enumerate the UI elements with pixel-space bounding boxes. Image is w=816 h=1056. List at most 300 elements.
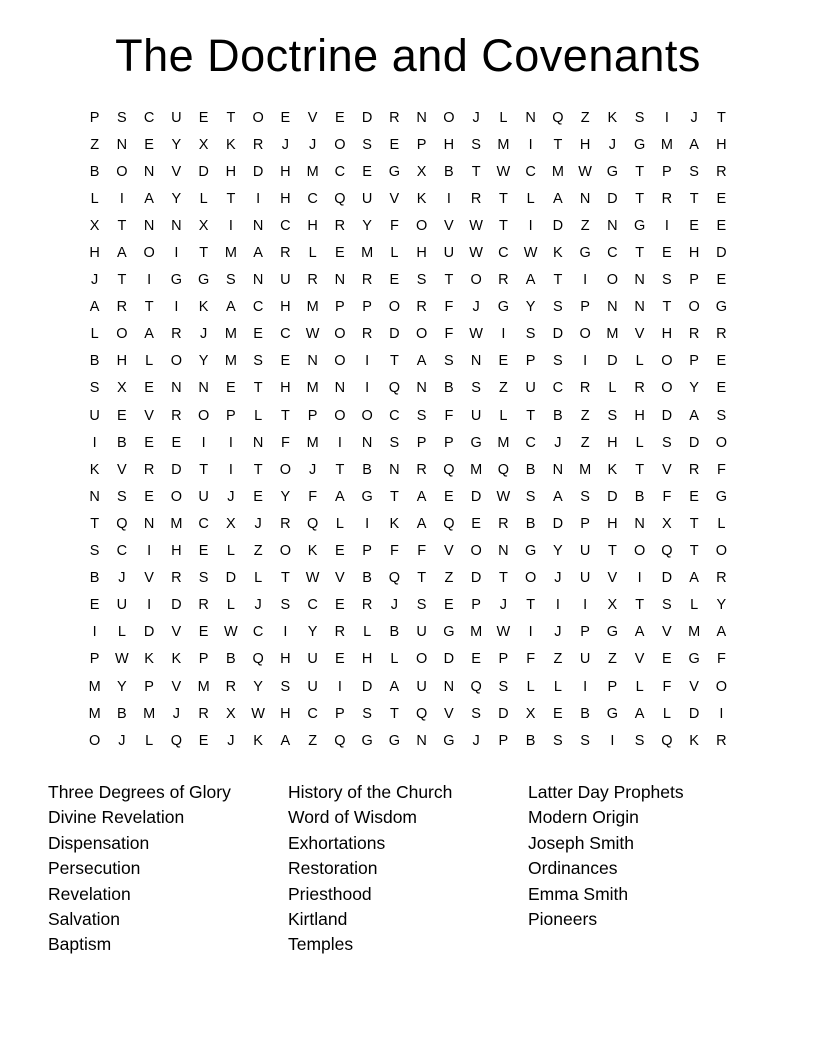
grid-letter: I (637, 570, 642, 587)
grid-letter: H (280, 651, 291, 668)
grid-letter: B (444, 380, 454, 397)
grid-letter: R (334, 624, 346, 641)
grid-letter: E (362, 163, 372, 180)
grid-letter: G (715, 299, 728, 316)
grid-letter: J (227, 488, 235, 505)
grid-letter: I (174, 299, 179, 316)
word-bank-item: Restoration (288, 858, 378, 879)
grid-letter: Q (306, 515, 319, 532)
grid-letter: D (688, 705, 700, 722)
grid-letter: J (309, 461, 317, 478)
grid-letter: Z (607, 651, 617, 668)
grid-letter: O (715, 678, 728, 695)
grid-letter: H (443, 136, 455, 153)
grid-letter: Y (307, 624, 318, 641)
grid-letter: E (253, 488, 263, 505)
grid-letter: H (688, 245, 700, 262)
word-bank-item: Latter Day Prophets (528, 782, 684, 802)
grid-letter: O (334, 353, 346, 370)
grid-letter: I (528, 136, 533, 153)
grid-letter: N (389, 461, 400, 478)
grid-letter: B (89, 163, 100, 180)
grid-letter: A (335, 488, 345, 505)
grid-letter: V (662, 624, 672, 641)
grid-letter: E (144, 488, 154, 505)
grid-letter: X (89, 217, 100, 234)
grid-letter: M (306, 380, 319, 397)
grid-letter: R (361, 597, 373, 614)
grid-letter: B (634, 488, 645, 505)
grid-letter: T (389, 705, 399, 722)
grid-letter: I (610, 732, 615, 749)
grid-letter: O (334, 407, 346, 424)
grid-letter: N (634, 299, 645, 316)
grid-letter: C (252, 624, 264, 641)
grid-letter: H (280, 705, 291, 722)
grid-letter: V (144, 407, 154, 424)
grid-letter: G (470, 434, 482, 451)
grid-letter: K (307, 543, 318, 560)
grid-letter: H (661, 326, 673, 343)
grid-letter: I (583, 353, 588, 370)
grid-letter: M (224, 245, 237, 262)
grid-letter: M (606, 326, 619, 343)
grid-letter: E (335, 651, 345, 668)
grid-letter: S (662, 434, 672, 451)
grid-letter: N (470, 353, 482, 370)
grid-letter: B (226, 651, 236, 668)
grid-letter: R (361, 326, 373, 343)
grid-letter: Y (280, 488, 291, 505)
grid-letter: Y (253, 678, 263, 695)
grid-letter: D (361, 109, 373, 126)
grid-letter: E (144, 136, 154, 153)
grid-letter: P (498, 651, 509, 668)
grid-letter: A (144, 190, 154, 207)
grid-letter: T (635, 163, 645, 180)
grid-letter: S (362, 705, 372, 722)
grid-letter: G (633, 217, 646, 234)
grid-letter: Q (415, 705, 428, 722)
grid-letter: V (444, 705, 454, 722)
grid-letter: O (170, 353, 183, 370)
grid-letter: I (147, 597, 152, 614)
grid-letter: H (280, 299, 291, 316)
grid-letter: E (144, 434, 154, 451)
grid-letter: M (470, 624, 483, 641)
grid-letter: N (552, 461, 564, 478)
grid-letter: V (117, 461, 127, 478)
grid-letter: H (225, 163, 237, 180)
grid-letter: R (116, 299, 128, 316)
grid-letter: R (307, 272, 318, 289)
grid-letter: Q (116, 515, 128, 532)
grid-letter: Y (716, 597, 727, 614)
grid-letter: J (172, 705, 180, 722)
grid-letter: P (471, 597, 481, 614)
word-bank-item: Temples (288, 934, 354, 955)
grid-letter: T (226, 190, 236, 207)
grid-letter: K (607, 109, 618, 126)
grid-letter: T (498, 190, 508, 207)
grid-letter: O (88, 732, 101, 749)
grid-letter: L (226, 543, 235, 560)
grid-letter: L (90, 326, 99, 343)
grid-letter: N (416, 380, 427, 397)
grid-letter: V (444, 543, 454, 560)
word-bank-item: Three Degrees of Glory (48, 782, 231, 802)
grid-letter: T (635, 461, 645, 478)
grid-letter: L (390, 245, 399, 262)
grid-letter: D (143, 624, 155, 641)
word-bank-item: Revelation (48, 883, 131, 904)
grid-letter: O (415, 217, 428, 234)
grid-letter: B (89, 570, 100, 587)
grid-letter: K (553, 245, 563, 262)
grid-letter: E (253, 326, 263, 343)
grid-letter: T (253, 461, 263, 478)
grid-letter: E (689, 217, 699, 234)
grid-letter: R (280, 245, 291, 262)
grid-letter: X (226, 515, 236, 532)
grid-letter: W (496, 163, 511, 180)
grid-letter: O (170, 488, 183, 505)
grid-letter: O (715, 543, 728, 560)
grid-letter: O (661, 353, 673, 370)
grid-letter: G (606, 624, 619, 641)
grid-letter: F (662, 678, 672, 695)
grid-letter: R (634, 380, 645, 397)
grid-letter: F (444, 326, 454, 343)
grid-letter: F (280, 434, 290, 451)
grid-letter: N (143, 163, 155, 180)
grid-letter: D (252, 163, 264, 180)
grid-letter: X (525, 705, 536, 722)
grid-letter: P (335, 705, 345, 722)
grid-letter: P (444, 434, 454, 451)
grid-letter: O (279, 461, 292, 478)
grid-letter: N (143, 217, 155, 234)
grid-letter: N (334, 380, 346, 397)
grid-letter: R (334, 217, 346, 234)
grid-letter: T (662, 299, 672, 316)
grid-letter: I (664, 217, 669, 234)
grid-letter: R (716, 732, 727, 749)
grid-letter: J (309, 136, 317, 153)
grid-letter: I (228, 434, 233, 451)
grid-letter: D (661, 407, 673, 424)
grid-letter: L (199, 190, 208, 207)
grid-letter: M (88, 678, 101, 695)
word-bank-column (528, 780, 768, 958)
grid-letter: I (555, 597, 560, 614)
grid-letter: P (362, 299, 372, 316)
grid-letter: O (633, 543, 646, 560)
grid-letter: G (361, 732, 373, 749)
grid-letter: Q (661, 732, 673, 749)
grid-letter: E (335, 245, 345, 262)
word-bank-item: Joseph Smith (528, 832, 635, 853)
grid-letter: X (416, 163, 427, 180)
grid-letter: C (334, 163, 346, 180)
grid-letter: O (334, 136, 346, 153)
grid-letter: U (416, 624, 427, 641)
grid-letter: C (143, 109, 155, 126)
grid-letter: X (607, 597, 618, 614)
grid-letter: E (716, 380, 727, 397)
grid-letter: I (719, 705, 724, 722)
grid-letter: O (361, 407, 373, 424)
grid-letter: L (635, 678, 644, 695)
grid-letter: T (471, 163, 481, 180)
grid-letter: A (117, 245, 127, 262)
grid-letter: H (116, 353, 128, 370)
grid-letter: L (499, 407, 508, 424)
grid-letter: B (89, 353, 100, 370)
grid-letter: K (253, 732, 263, 749)
grid-letter: E (198, 624, 209, 641)
grid-letter: M (224, 353, 237, 370)
grid-letter: A (689, 407, 699, 424)
grid-letter: S (716, 407, 727, 424)
grid-letter: B (117, 434, 127, 451)
grid-letter: L (226, 597, 235, 614)
grid-letter: I (365, 515, 370, 532)
grid-letter: E (198, 543, 209, 560)
grid-letter: Q (443, 515, 455, 532)
grid-letter: I (256, 190, 261, 207)
grid-letter: M (306, 434, 319, 451)
grid-letter: U (579, 570, 591, 587)
grid-letter: M (143, 705, 156, 722)
grid-letter: U (280, 272, 291, 289)
grid-letter: S (580, 732, 590, 749)
grid-letter: Y (525, 299, 536, 316)
grid-letter: X (117, 380, 127, 397)
grid-letter: Q (388, 380, 401, 397)
grid-letter: E (198, 732, 209, 749)
grid-letter: T (144, 299, 154, 316)
grid-letter: J (227, 732, 235, 749)
grid-letter: C (198, 515, 209, 532)
grid-letter: T (253, 380, 263, 397)
grid-letter: H (607, 434, 618, 451)
grid-letter: C (307, 190, 318, 207)
grid-letter: F (308, 488, 318, 505)
grid-letter: E (716, 190, 727, 207)
grid-letter: M (88, 705, 101, 722)
word-bank-item: Divine Revelation (48, 807, 185, 828)
grid-letter: P (689, 272, 699, 289)
grid-letter: H (307, 217, 318, 234)
grid-letter: O (279, 543, 292, 560)
grid-letter: C (552, 380, 564, 397)
grid-letter: U (579, 651, 591, 668)
grid-letter: N (252, 272, 264, 289)
grid-letter: E (335, 543, 345, 560)
grid-letter: A (716, 624, 727, 641)
grid-letter: A (416, 353, 427, 370)
grid-letter: O (388, 299, 401, 316)
grid-letter: J (254, 515, 262, 532)
grid-letter: S (89, 380, 100, 397)
grid-letter: J (390, 597, 398, 614)
grid-letter: R (688, 461, 700, 478)
grid-letter: I (283, 624, 288, 641)
grid-letter: M (361, 245, 374, 262)
grid-letter: J (472, 109, 480, 126)
grid-letter: S (280, 678, 291, 695)
grid-letter: G (197, 272, 210, 289)
grid-letter: H (171, 543, 182, 560)
grid-letter: S (607, 407, 618, 424)
grid-letter: W (523, 245, 538, 262)
grid-letter: M (688, 624, 701, 641)
grid-letter: B (525, 732, 536, 749)
grid-letter: S (89, 543, 100, 560)
grid-letter: C (116, 543, 128, 560)
grid-letter: H (280, 163, 291, 180)
grid-letter: I (337, 678, 342, 695)
grid-letter: T (335, 461, 345, 478)
grid-letter: L (254, 407, 263, 424)
grid-letter: K (89, 461, 100, 478)
grid-letter: N (607, 217, 618, 234)
grid-letter: D (498, 705, 509, 722)
grid-letter: G (497, 299, 510, 316)
grid-letter: T (553, 272, 563, 289)
grid-letter: I (664, 109, 669, 126)
grid-letter: D (171, 597, 182, 614)
grid-letter: Q (552, 109, 564, 126)
grid-letter: V (171, 163, 182, 180)
grid-letter: P (335, 299, 345, 316)
grid-letter: S (525, 488, 536, 505)
grid-letter: Z (580, 109, 590, 126)
grid-letter: S (553, 353, 563, 370)
grid-letter: B (580, 705, 590, 722)
grid-letter: W (115, 651, 129, 668)
grid-letter: J (91, 272, 99, 289)
grid-letter: P (607, 678, 618, 695)
word-bank-column (288, 780, 528, 958)
grid-letter: J (472, 299, 480, 316)
grid-letter: N (143, 515, 155, 532)
grid-letter: E (389, 272, 400, 289)
grid-letter: R (416, 461, 427, 478)
grid-letter: R (498, 272, 509, 289)
grid-letter: T (117, 272, 127, 289)
grid-letter: D (607, 353, 618, 370)
grid-letter: R (579, 380, 591, 397)
grid-letter: V (607, 570, 618, 587)
grid-letter: C (280, 326, 291, 343)
grid-letter: G (579, 245, 591, 262)
grid-letter: O (116, 163, 128, 180)
grid-letter: P (144, 678, 154, 695)
grid-letter: L (662, 705, 671, 722)
grid-letter: F (444, 299, 454, 316)
word-bank-item: Salvation (48, 909, 120, 930)
word-bank-item: Ordinances (528, 858, 618, 879)
grid-letter: P (498, 732, 509, 749)
grid-letter: N (634, 515, 645, 532)
grid-letter: J (281, 136, 289, 153)
grid-letter: N (334, 272, 346, 289)
grid-letter: S (280, 597, 291, 614)
grid-letter: J (499, 597, 507, 614)
grid-letter: I (583, 272, 588, 289)
grid-letter: T (280, 407, 290, 424)
grid-letter: V (389, 190, 400, 207)
grid-letter: W (469, 245, 483, 262)
grid-letter: I (365, 380, 370, 397)
grid-letter: Z (90, 136, 100, 153)
grid-letter: E (662, 245, 672, 262)
grid-letter: O (688, 299, 700, 316)
grid-letter: H (607, 515, 618, 532)
grid-letter: P (525, 353, 536, 370)
grid-letter: F (662, 488, 672, 505)
word-bank-item: Emma Smith (528, 883, 629, 904)
grid-letter: E (716, 217, 727, 234)
grid-letter: S (689, 163, 699, 180)
word-bank-item: Exhortations (288, 832, 386, 853)
grid-letter: J (254, 597, 262, 614)
grid-letter: G (688, 651, 700, 668)
grid-letter: Q (661, 543, 673, 560)
grid-letter: G (443, 624, 455, 641)
grid-letter: H (89, 245, 100, 262)
grid-letter: D (552, 217, 564, 234)
grid-letter: S (498, 678, 509, 695)
grid-letter: N (252, 434, 264, 451)
grid-letter: S (525, 326, 536, 343)
grid-letter: F (417, 543, 427, 560)
grid-letter: J (608, 136, 616, 153)
grid-letter: V (689, 678, 699, 695)
grid-letter: T (199, 245, 209, 262)
grid-letter: N (89, 488, 100, 505)
grid-letter: S (444, 353, 454, 370)
grid-letter: O (415, 651, 428, 668)
grid-letter: Z (444, 570, 454, 587)
grid-letter: E (280, 353, 291, 370)
grid-letter: P (198, 651, 209, 668)
grid-letter: L (690, 597, 699, 614)
grid-letter: T (417, 570, 427, 587)
grid-letter: F (716, 651, 726, 668)
grid-letter: T (689, 190, 699, 207)
grid-letter: U (307, 651, 318, 668)
grid-letter: Q (388, 570, 401, 587)
grid-letter: I (174, 245, 179, 262)
grid-letter: S (634, 732, 645, 749)
grid-letter: T (90, 515, 100, 532)
word-bank-item: Modern Origin (528, 807, 639, 828)
grid-letter: S (471, 705, 481, 722)
grid-letter: X (662, 515, 672, 532)
grid-letter: J (118, 570, 126, 587)
grid-letter: O (116, 326, 128, 343)
grid-letter: E (117, 407, 127, 424)
word-bank-item: Persecution (48, 858, 141, 879)
grid-letter: Y (362, 217, 372, 234)
grid-letter: T (389, 488, 399, 505)
word-bank-item: Word of Wisdom (288, 807, 418, 828)
word-bank-item: Pioneers (528, 909, 598, 930)
grid-letter: S (471, 380, 481, 397)
